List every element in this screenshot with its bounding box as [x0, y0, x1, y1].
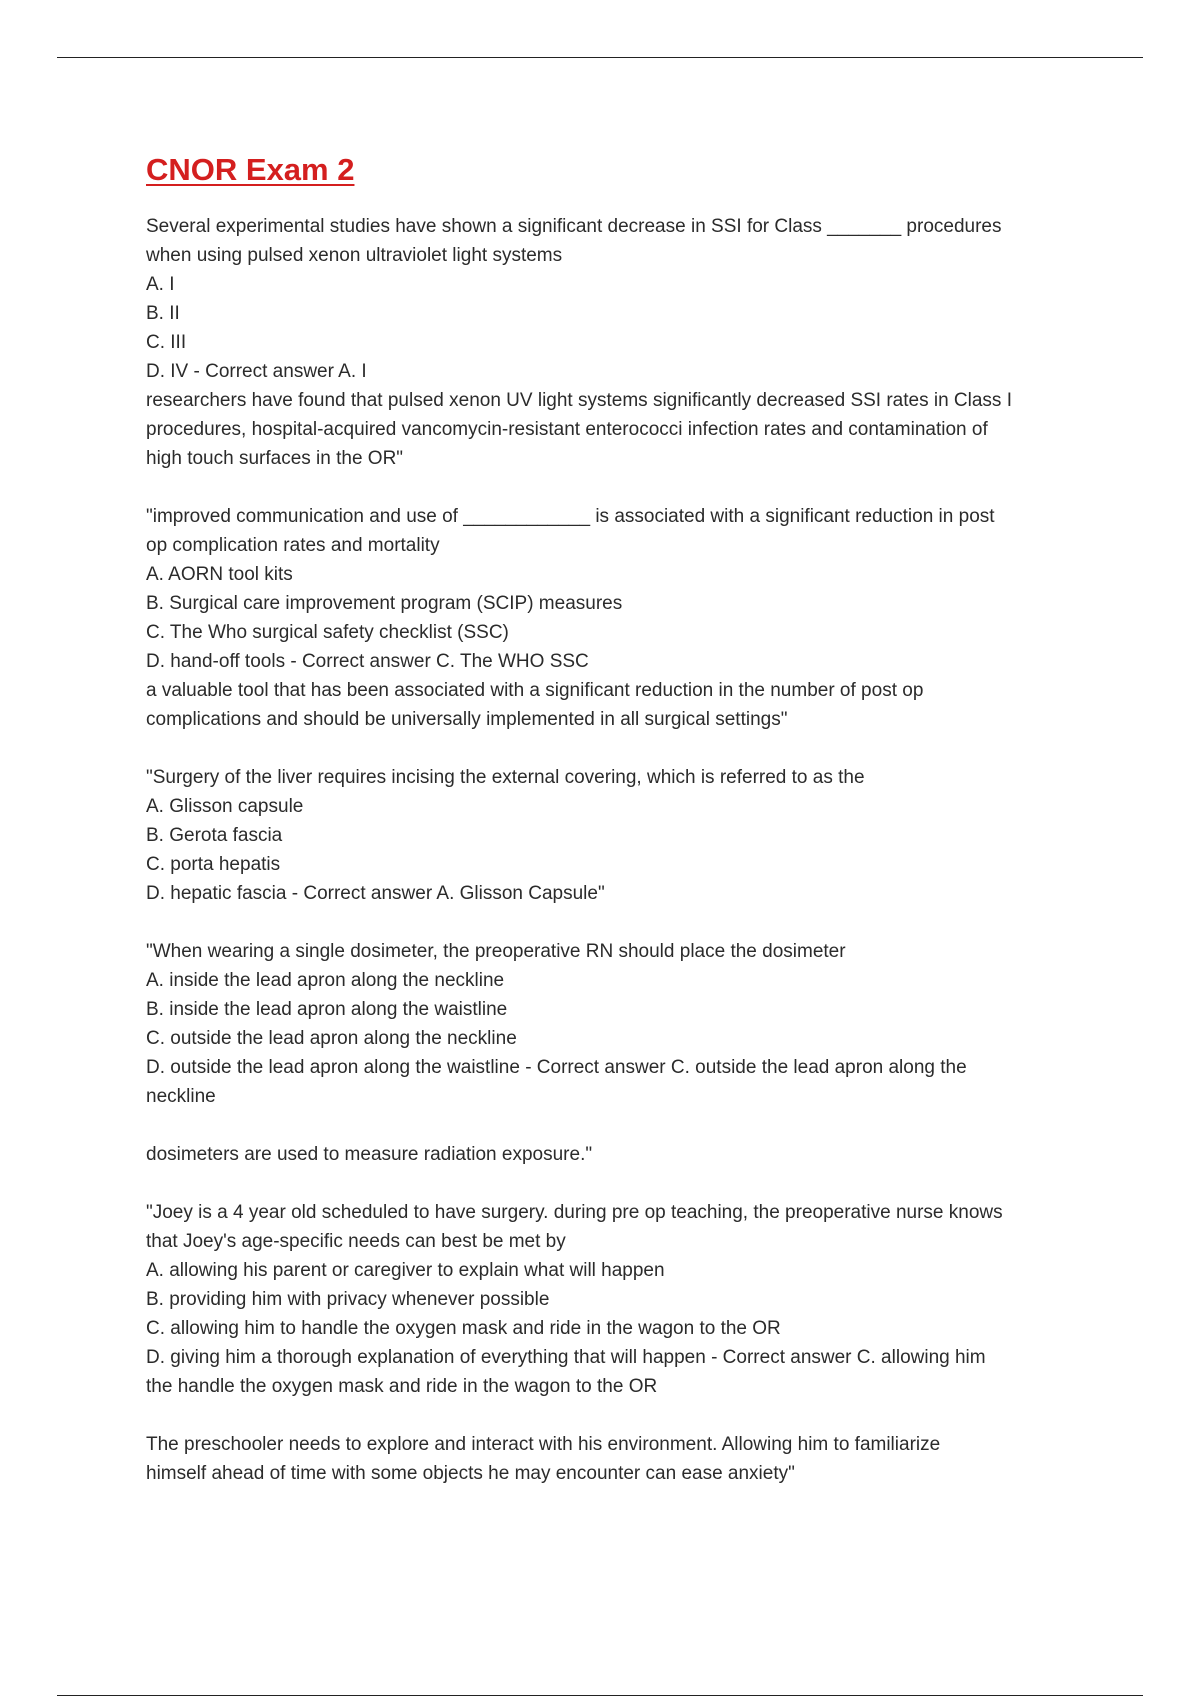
explanation-line: procedures, hospital-acquired vancomycin-resistant enterococci infection rates and contamination of	[146, 419, 988, 440]
answer-option: the handle the oxygen mask and ride in the wagon to the OR	[146, 1376, 658, 1397]
question-block-2	[146, 502, 1066, 734]
explanation-line: dosimeters are used to measure radiation exposure."	[146, 1144, 593, 1165]
explanation-block-5	[146, 1430, 1066, 1488]
answer-option: D. hand-off tools - Correct answer C. The WHO SSC	[146, 651, 589, 672]
document-page	[146, 146, 1066, 1517]
question-block-1	[146, 212, 1066, 473]
answer-option: C. The Who surgical safety checklist (SSC)	[146, 622, 509, 643]
text-line: when using pulsed xenon ultraviolet light systems	[146, 245, 563, 266]
answer-option: A. AORN tool kits	[146, 564, 293, 585]
answer-option: B. II	[146, 303, 180, 324]
text-line: that Joey's age-specific needs can best be met by	[146, 1231, 566, 1252]
answer-option: neckline	[146, 1086, 216, 1107]
answer-option: C. III	[146, 332, 187, 353]
question-block-5	[146, 1198, 1066, 1401]
question-block-3	[146, 763, 1066, 908]
answer-option: D. outside the lead apron along the waistline - Correct answer C. outside the lead apron along the	[146, 1057, 967, 1078]
document-title: CNOR Exam 2	[146, 152, 355, 187]
answer-option: A. allowing his parent or caregiver to explain what will happen	[146, 1260, 665, 1281]
answer-option: D. IV - Correct answer A. I	[146, 361, 367, 382]
explanation-line: himself ahead of time with some objects he may encounter can ease anxiety"	[146, 1463, 795, 1484]
text-line: "When wearing a single dosimeter, the preoperative RN should place the dosimeter	[146, 941, 846, 962]
explanation-line: high touch surfaces in the OR"	[146, 448, 404, 469]
answer-option: A. inside the lead apron along the neckline	[146, 970, 505, 991]
answer-option: B. Surgical care improvement program (SCIP) measures	[146, 593, 623, 614]
text-line: Several experimental studies have shown a significant decrease in SSI for Class _______ procedures	[146, 216, 1002, 237]
text-line: op complication rates and mortality	[146, 535, 440, 556]
question-block-4	[146, 937, 1066, 1111]
explanation-block-4	[146, 1140, 1066, 1169]
answer-option: B. providing him with privacy whenever possible	[146, 1289, 550, 1310]
answer-option: B. inside the lead apron along the waistline	[146, 999, 508, 1020]
answer-option: D. giving him a thorough explanation of everything that will happen - Correct answer C. allowing him	[146, 1347, 986, 1368]
text-line: "improved communication and use of ____________ is associated with a significant reduction in post	[146, 506, 995, 527]
page-bottom-rule	[57, 1695, 1143, 1696]
answer-option: A. Glisson capsule	[146, 796, 304, 817]
explanation-line: a valuable tool that has been associated with a significant reduction in the number of post op	[146, 680, 924, 701]
explanation-line: complications and should be universally implemented in all surgical settings"	[146, 709, 788, 730]
page-top-rule	[57, 57, 1143, 58]
answer-option: C. allowing him to handle the oxygen mask and ride in the wagon to the OR	[146, 1318, 781, 1339]
answer-option: B. Gerota fascia	[146, 825, 283, 846]
answer-option: A. I	[146, 274, 175, 295]
answer-option: C. outside the lead apron along the neckline	[146, 1028, 517, 1049]
text-line: "Joey is a 4 year old scheduled to have surgery. during pre op teaching, the preoperative nurse knows	[146, 1202, 1003, 1223]
answer-option: C. porta hepatis	[146, 854, 281, 875]
text-line: "Surgery of the liver requires incising the external covering, which is referred to as the	[146, 767, 865, 788]
explanation-line: researchers have found that pulsed xenon UV light systems significantly decreased SSI rates in Class I	[146, 390, 1012, 411]
explanation-line: The preschooler needs to explore and interact with his environment. Allowing him to familiarize	[146, 1434, 941, 1455]
answer-option: D. hepatic fascia - Correct answer A. Glisson Capsule"	[146, 883, 605, 904]
